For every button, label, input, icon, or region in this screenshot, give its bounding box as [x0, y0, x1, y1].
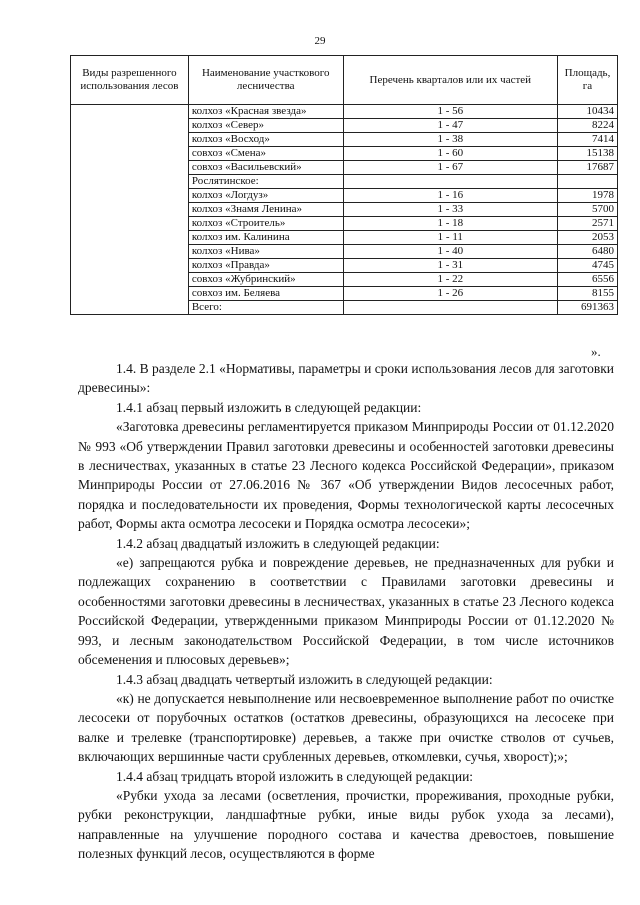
area-cell: 15138 [558, 147, 618, 161]
area-cell: 8155 [558, 287, 618, 301]
quarters-cell: 1 - 11 [343, 231, 557, 245]
forestry-name-cell: колхоз «Красная звезда» [188, 105, 343, 119]
area-cell: 17687 [558, 161, 618, 175]
forestry-name-cell: колхоз «Нива» [188, 245, 343, 259]
forestry-table [70, 55, 618, 315]
area-cell: 2571 [558, 217, 618, 231]
area-cell: 8224 [558, 119, 618, 133]
forestry-name-cell: колхоз «Север» [188, 119, 343, 133]
table-row [71, 105, 618, 119]
forestry-name-cell: колхоз «Логдуз» [188, 189, 343, 203]
usage-type-cell [71, 105, 189, 315]
forestry-name-cell: колхоз «Знамя Ленина» [188, 203, 343, 217]
quarters-cell: 1 - 47 [343, 119, 557, 133]
paragraph: 1.4.1 абзац первый изложить в следующей редакции: [116, 399, 422, 415]
forestry-name-cell: колхоз «Восход» [188, 133, 343, 147]
forestry-name-cell: совхоз «Васильевский» [188, 161, 343, 175]
total-quarters-cell [343, 301, 557, 315]
area-cell: 1978 [558, 189, 618, 203]
paragraph: 1.4.3 абзац двадцать четвертый изложить в следующей редакции: [116, 671, 493, 687]
paragraph: «к) не допускается невыполнение или несвоевременное выполнение работ по очистке лесосеки от порубочных остатков (остатков древесины, образующихся на лесосеке при валке и трелевке (транспортировке) деревьев, а также при очистке стволов от сучьев, включающих вершинные части срубленных деревьев, откомлевки, сучья, хворост);»; [78, 690, 614, 765]
forestry-name-cell: колхоз «Правда» [188, 259, 343, 273]
paragraph: «Заготовка древесины регламентируется приказом Минприроды России от 01.12.2020 № 993 «Об утверждении Правил заготовки древесины и особенностей заготовки древесины в лесничествах, указанных в статье 23 Лесного кодекса Российской Федерации», приказом Минприроды России от 27.06.2016 № 367 «Об утверждении Видов лесосечных работ, порядка и последовательности их проведения, Формы технологической карты лесосечных работ, Формы акта осмотра лесосеки и Порядка осмотра лесосеки»; [78, 419, 614, 532]
forestry-name-cell: колхоз «Строитель» [188, 217, 343, 231]
area-cell: 5700 [558, 203, 618, 217]
page-number: 29 [314, 35, 326, 47]
header-quarters: Перечень кварталов или их частей [343, 56, 557, 105]
forestry-name-cell: совхоз «Смена» [188, 147, 343, 161]
area-cell [558, 175, 618, 189]
area-cell: 4745 [558, 259, 618, 273]
quarters-cell: 1 - 18 [343, 217, 557, 231]
paragraph: «е) запрещаются рубка и повреждение деревьев, не предназначенных для рубки и подлежащих сохранению в соответствии с Правилами заготовки древесины и особенностями заготовки древесины в лесничествах, указанных в статье 23 Лесного кодекса Российской Федерации, утвержденными приказом Минприроды России от 01.12.2020 № 993, и лесным законодательством Российской Федерации, в том числе источников обсеменения и плюсовых деревьев»; [78, 555, 614, 668]
quarters-cell: 1 - 16 [343, 189, 557, 203]
quarters-cell: 1 - 67 [343, 161, 557, 175]
forestry-name-cell: совхоз им. Беляева [188, 287, 343, 301]
area-cell: 6480 [558, 245, 618, 259]
header-area: Площадь, га [558, 56, 618, 105]
header-usage-type: Виды разрешенного использования лесов [71, 56, 189, 105]
quarters-cell [343, 175, 557, 189]
quarters-cell: 1 - 56 [343, 105, 557, 119]
quarters-cell: 1 - 38 [343, 133, 557, 147]
area-cell: 6556 [558, 273, 618, 287]
total-label: Всего: [188, 301, 343, 315]
document-text [78, 359, 614, 864]
quarters-cell: 1 - 40 [343, 245, 557, 259]
paragraph: «Рубки ухода за лесами (осветления, прочистки, прореживания, проходные рубки, рубки реконструкции, ландшафтные рубки, иные виды рубок ухода за лесами), направленные на улучшение породного состава и качества древостоев, повышение полезных функций лесов, осуществляются в форме [78, 787, 614, 862]
closing-quote: ». [591, 344, 601, 359]
paragraph: 1.4. В разделе 2.1 «Нормативы, параметры и сроки использования лесов для заготовки древесины»: [78, 361, 614, 396]
quarters-cell: 1 - 33 [343, 203, 557, 217]
paragraph: 1.4.2 абзац двадцатый изложить в следующей редакции: [116, 535, 440, 551]
forestry-name-cell: совхоз «Жубринский» [188, 273, 343, 287]
table-body [71, 105, 618, 315]
quarters-cell: 1 - 31 [343, 259, 557, 273]
forestry-name-cell: колхоз им. Калинина [188, 231, 343, 245]
quarters-cell: 1 - 22 [343, 273, 557, 287]
area-cell: 7414 [558, 133, 618, 147]
quarters-cell: 1 - 60 [343, 147, 557, 161]
area-cell: 10434 [558, 105, 618, 119]
quarters-cell: 1 - 26 [343, 287, 557, 301]
paragraph: 1.4.4 абзац тридцать второй изложить в следующей редакции: [116, 768, 474, 784]
total-value: 691363 [558, 301, 618, 315]
area-cell: 2053 [558, 231, 618, 245]
header-forestry-name: Наименование участкового лесничества [188, 56, 343, 105]
forestry-name-cell: Рослятинское: [188, 175, 343, 189]
